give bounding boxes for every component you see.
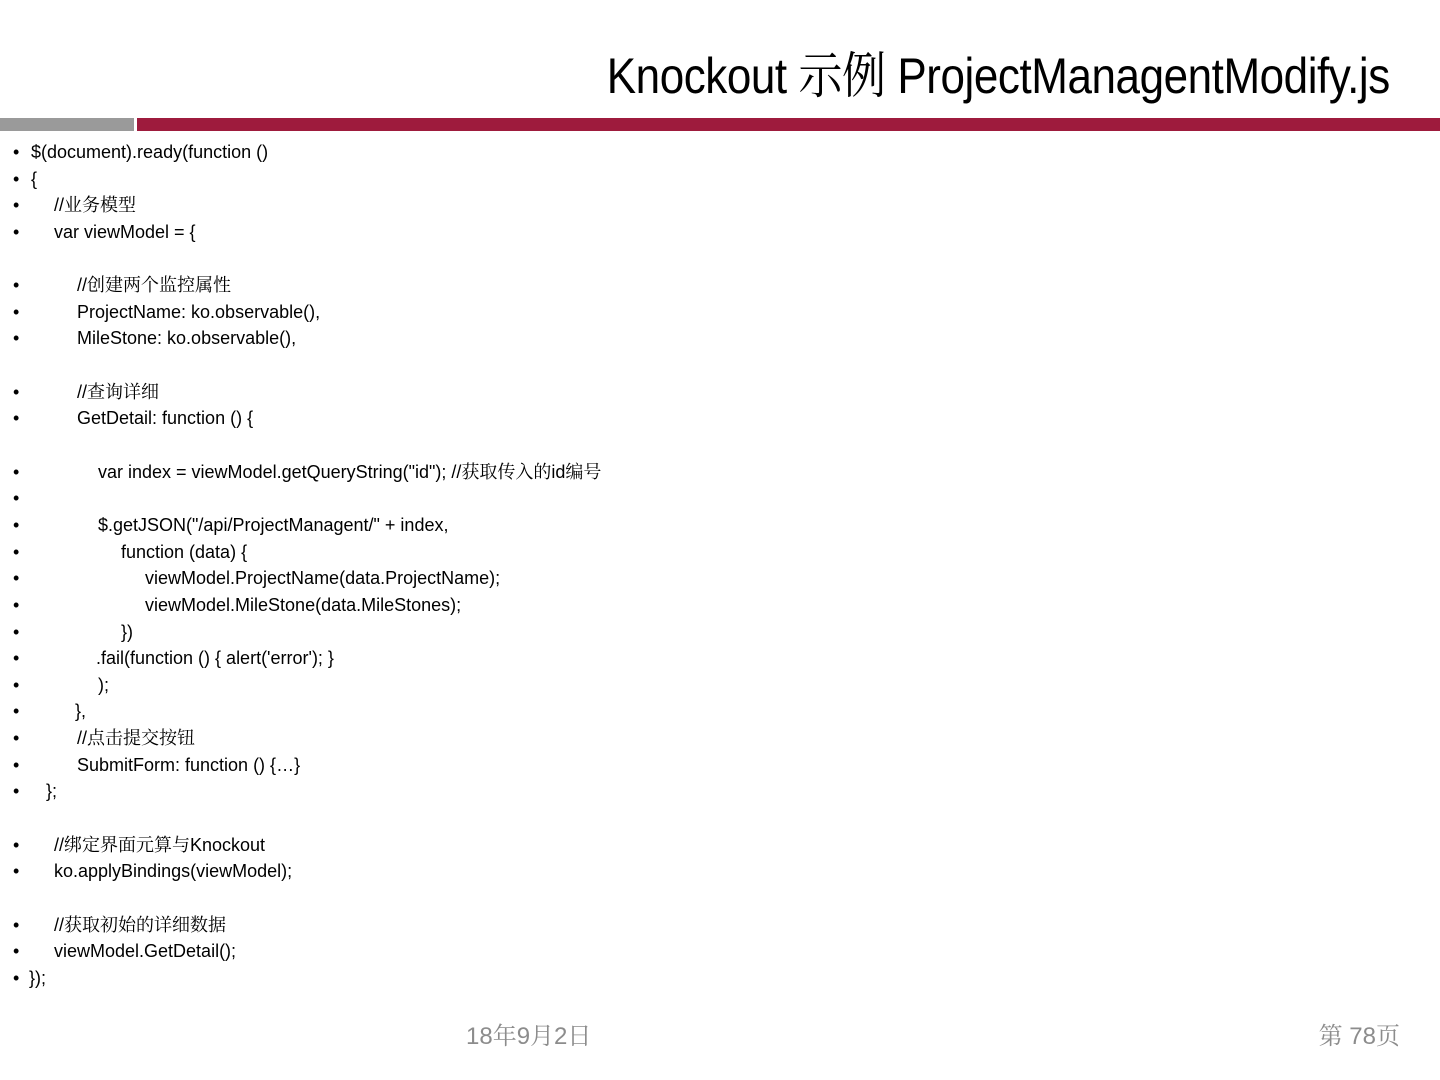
bullet-icon: • (13, 941, 20, 962)
bullet-icon: • (13, 594, 20, 615)
code-line (0, 698, 1440, 725)
bullet-icon: • (13, 461, 20, 482)
code-line (0, 752, 1440, 779)
divider-red-segment (137, 118, 1440, 131)
bullet-icon: • (13, 142, 20, 162)
code-text: }); (29, 967, 47, 988)
bullet-icon: • (13, 781, 20, 802)
code-line (0, 512, 1440, 539)
code-text: { (31, 168, 38, 189)
code-line (0, 965, 1440, 992)
code-line-blank (0, 805, 1440, 832)
code-line (0, 645, 1440, 672)
code-line (0, 192, 1440, 219)
bullet-icon: • (13, 621, 20, 642)
bullet-icon: • (13, 408, 20, 429)
code-line (0, 299, 1440, 326)
code-text: //绑定界面元算与Knockout (54, 834, 266, 855)
code-text: $.getJSON("/api/ProjectManagent/" + index, (98, 514, 449, 535)
code-line (0, 219, 1440, 246)
code-line (0, 325, 1440, 352)
code-text: .fail(function () { alert('error'); } (96, 648, 334, 669)
code-line (0, 619, 1440, 646)
code-line (0, 912, 1440, 939)
code-text: GetDetail: function () { (77, 408, 254, 429)
code-text: viewModel.GetDetail(); (54, 941, 237, 962)
code-line (0, 139, 1440, 166)
code-line (0, 539, 1440, 566)
bullet-icon: • (13, 221, 20, 242)
slide-title: Knockout 示例 ProjectManagentModify.js (606, 48, 1390, 104)
code-line-blank (0, 885, 1440, 912)
code-text: var viewModel = { (54, 221, 196, 242)
bullet-icon: • (13, 275, 20, 296)
code-line (0, 379, 1440, 406)
code-text: ko.applyBindings(viewModel); (54, 861, 293, 882)
code-text: var index = viewModel.getQueryString("id"); //获取传入的id编号 (98, 461, 602, 482)
bullet-icon: • (13, 967, 20, 988)
code-text: }, (75, 701, 87, 722)
code-text: function (data) { (121, 541, 248, 562)
bullet-icon: • (13, 648, 20, 669)
bullet-icon: • (13, 834, 20, 855)
code-list (0, 139, 1440, 992)
code-text: SubmitForm: function () {…} (77, 754, 301, 775)
code-line (0, 592, 1440, 619)
code-line (0, 672, 1440, 699)
footer-page-number: 第 78页 (1318, 1023, 1400, 1050)
bullet-icon: • (13, 381, 20, 402)
divider-gray-segment (0, 118, 134, 131)
code-text: ProjectName: ko.observable(), (77, 301, 321, 322)
bullet-icon: • (13, 541, 20, 562)
bullet-icon: • (13, 914, 20, 935)
code-line (0, 166, 1440, 193)
bullet-icon: • (13, 754, 20, 775)
code-line (0, 858, 1440, 885)
bullet-icon: • (13, 168, 20, 189)
bullet-icon: • (13, 568, 20, 589)
bullet-icon: • (13, 514, 20, 535)
code-text: MileStone: ko.observable(), (77, 328, 297, 349)
code-text: //点击提交按钮 (77, 728, 196, 749)
code-text: ); (98, 674, 109, 695)
code-line (0, 778, 1440, 805)
code-line (0, 405, 1440, 432)
code-line (0, 565, 1440, 592)
bullet-icon: • (13, 301, 20, 322)
code-line (0, 938, 1440, 965)
bullet-icon: • (13, 701, 20, 722)
bullet-icon: • (13, 728, 20, 749)
code-line (0, 272, 1440, 299)
code-text: }) (121, 621, 134, 642)
code-line (0, 485, 1440, 512)
code-text: //查询详细 (77, 381, 160, 402)
bullet-icon: • (13, 861, 20, 882)
code-text: }; (46, 781, 58, 802)
divider-bar (0, 118, 1440, 131)
code-line-blank (0, 432, 1440, 459)
code-line (0, 459, 1440, 486)
code-line (0, 725, 1440, 752)
code-text: viewModel.ProjectName(data.ProjectName); (145, 568, 501, 589)
bullet-icon: • (13, 488, 20, 509)
code-text: viewModel.MileStone(data.MileStones); (145, 594, 462, 615)
footer-date: 18年9月2日 (466, 1023, 592, 1050)
code-text: //业务模型 (54, 195, 137, 216)
code-text: //获取初始的详细数据 (54, 914, 227, 935)
bullet-icon: • (13, 328, 20, 349)
code-line (0, 832, 1440, 859)
code-text: $(document).ready(function () (31, 142, 269, 162)
code-line-blank (0, 352, 1440, 379)
bullet-icon: • (13, 674, 20, 695)
code-text: //创建两个监控属性 (77, 275, 232, 296)
bullet-icon: • (13, 195, 20, 216)
code-line-blank (0, 246, 1440, 273)
